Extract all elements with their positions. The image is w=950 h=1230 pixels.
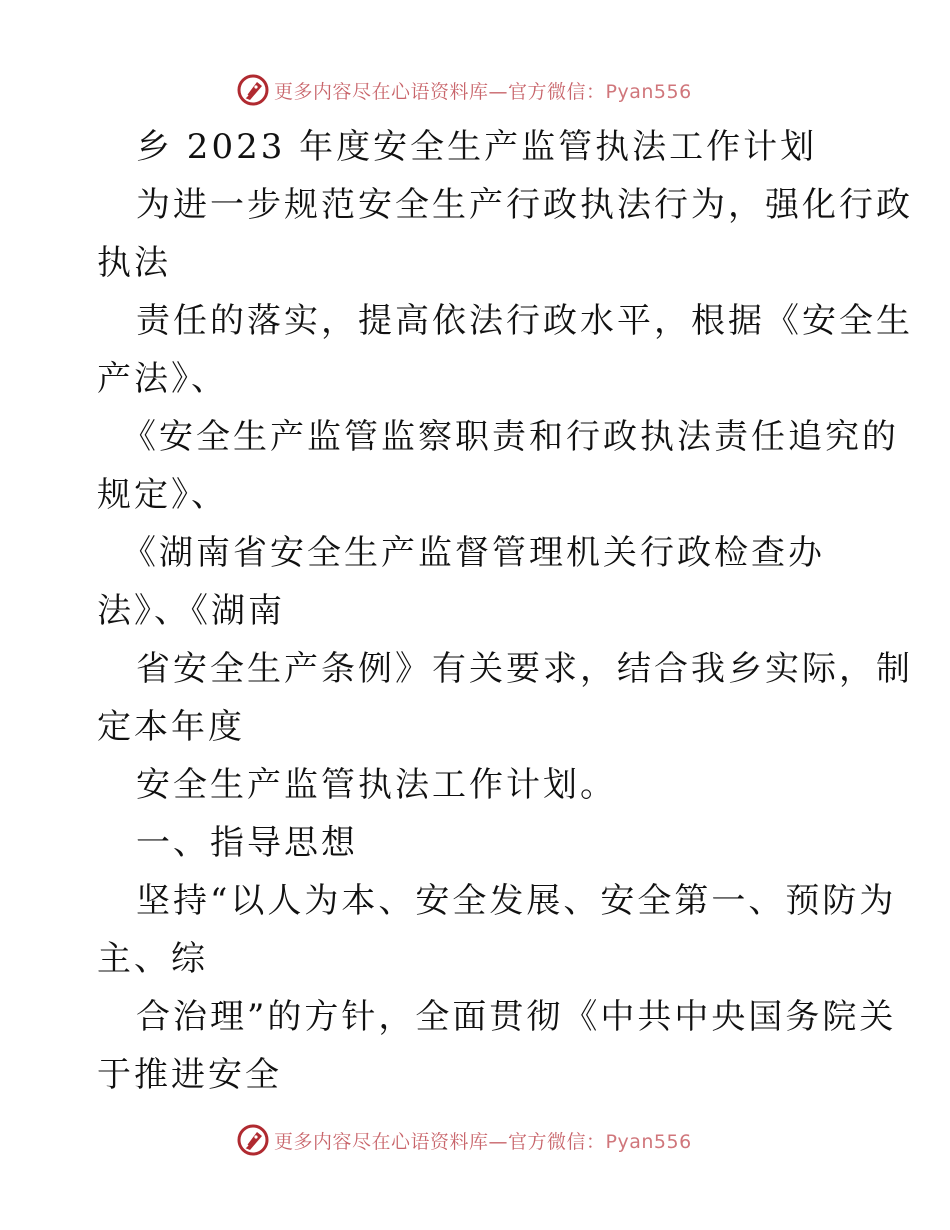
- document-line: 定本年度: [97, 707, 245, 747]
- document-line: 省安全生产条例》有关要求，结合我乡实际，制: [136, 649, 913, 689]
- document-line: 《安全生产监管监察职责和行政执法责任追究的: [122, 417, 899, 457]
- document-line: 安全生产监管执法工作计划。: [136, 765, 617, 805]
- document-line: 规定》、: [97, 475, 228, 515]
- watermark-footer: [236, 1123, 692, 1157]
- watermark-wechat-id: Pyan556: [605, 80, 692, 103]
- pen-nib-logo-icon: [236, 1123, 270, 1157]
- watermark-text: 更多内容尽在心语资料库—官方微信：Pyan556: [274, 80, 692, 103]
- document-line: 坚持“以人为本、安全发展、安全第一、预防为: [136, 881, 897, 921]
- watermark-text: 更多内容尽在心语资料库—官方微信：Pyan556: [274, 1130, 692, 1153]
- watermark-wechat-id: Pyan556: [605, 1130, 692, 1153]
- document-line: 产法》、: [97, 359, 228, 399]
- document-line: 执法: [97, 243, 171, 283]
- section-heading: 一、指导思想: [136, 823, 358, 863]
- document-line: 为进一步规范安全生产行政执法行为，强化行政: [136, 185, 913, 225]
- document-title: 乡 2023 年度安全生产监管执法工作计划: [136, 127, 818, 167]
- document-line: 于推进安全: [97, 1055, 282, 1095]
- document-line: 《湖南省安全生产监督管理机关行政检查办: [122, 533, 825, 573]
- document-line: 合治理”的方针，全面贯彻《中共中央国务院关: [136, 997, 897, 1037]
- document-line: 法》、《湖南: [97, 591, 285, 631]
- document-line: 主、综: [97, 939, 208, 979]
- pen-nib-logo-icon: [236, 73, 270, 107]
- document-line: 责任的落实，提高依法行政水平，根据《安全生: [136, 301, 913, 341]
- watermark-header: [236, 73, 692, 107]
